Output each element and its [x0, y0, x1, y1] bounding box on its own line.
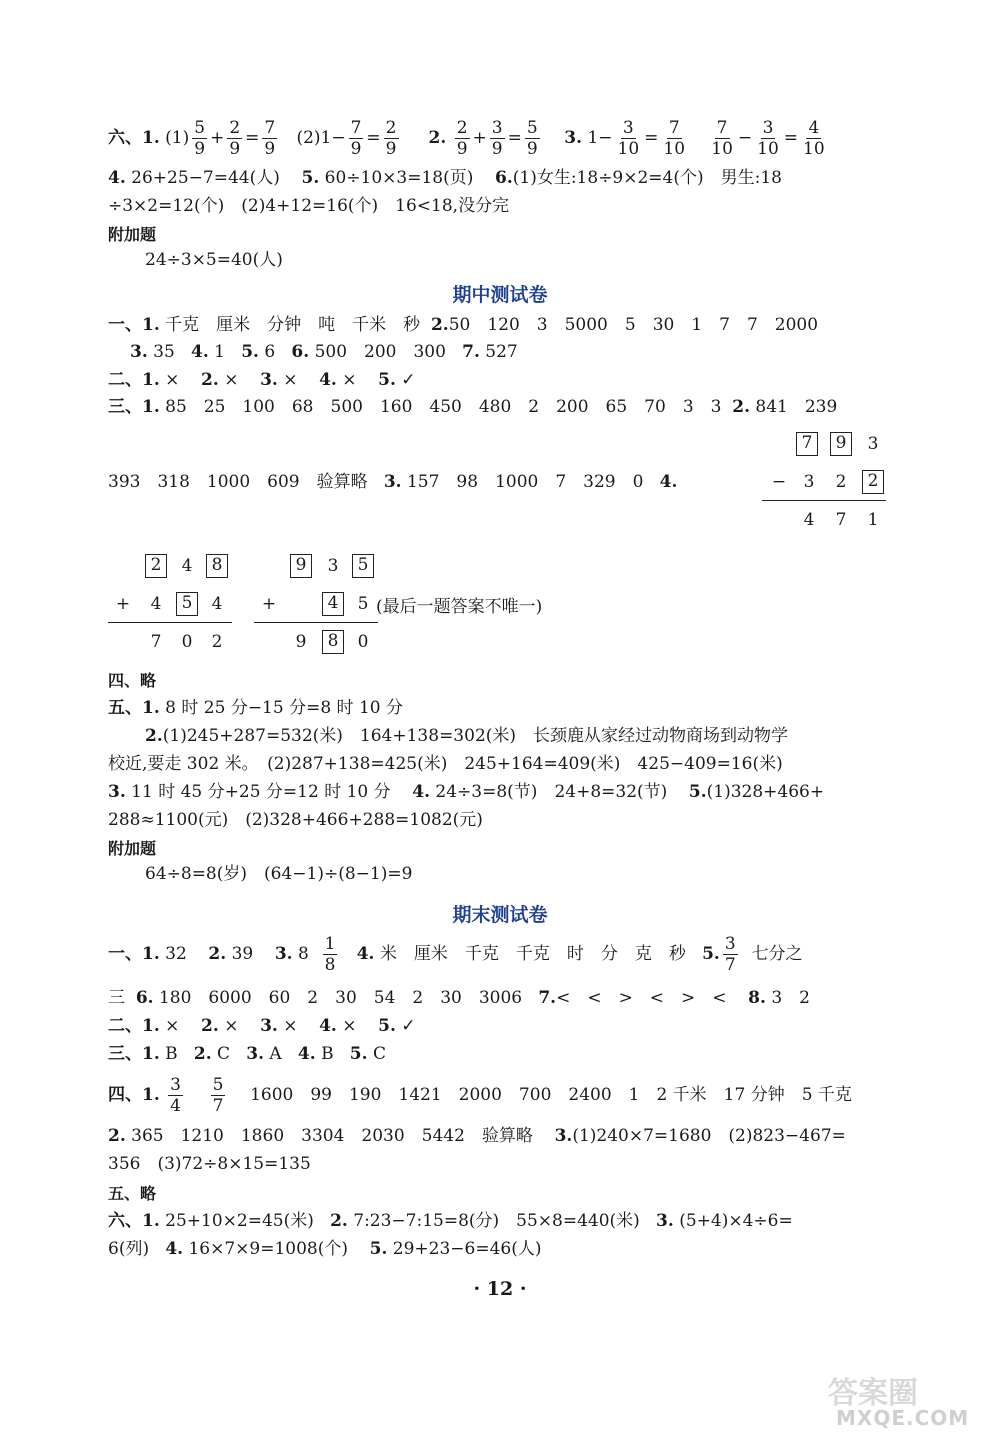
midterm-s4: 四、略	[108, 671, 157, 690]
note-not-unique: (最后一题答案不唯一)	[376, 597, 543, 617]
fraction: $\frac{3}{7}$	[724, 934, 736, 975]
fraction: $\frac{3}{4}$	[170, 1075, 181, 1116]
sum-rule	[762, 500, 886, 501]
fraction: $\frac{5}{7}$	[212, 1075, 224, 1116]
fraction: $\frac{7}{9}$	[350, 118, 362, 159]
midterm-s5-line2: 2.(1)245+287=532(米) 164+138=302(米) 长颈鹿从家经过动物商场到动物学	[145, 726, 789, 746]
final-line6: 2. 365 1210 1860 3304 2030 5442 验算略 3.(1)240×7=1680 (2)823−467=	[108, 1126, 846, 1146]
fraction: $\frac{3}{9}$	[491, 118, 503, 159]
fraction: $\frac{7}{10}$	[711, 118, 733, 159]
fraction: $\frac{2}{9}$	[456, 118, 468, 159]
extra-title-1: 附加题	[108, 225, 157, 244]
final-line2: 三 6. 180 6000 60 2 30 54 2 30 3006 7.< < > < > < 8. 3 2	[108, 988, 810, 1008]
fraction: $\frac{5}{9}$	[194, 118, 206, 159]
page-number: · 12 ·	[473, 1278, 527, 1300]
midterm-s5-line3: 校近,要走 302 米。 (2)287+138=425(米) 245+164=409(米) 425−409=16(米)	[108, 754, 783, 774]
watermark-text: 答案圈	[828, 1376, 918, 1411]
midterm-line2: 3. 35 4. 1 5. 6 6. 500 200 300 7. 527	[130, 342, 518, 362]
fraction: $\frac{4}{10}$	[803, 118, 825, 159]
midterm-heading: 期中测试卷	[452, 284, 548, 306]
final-s6-line2: 6(列) 4. 16×7×9=1008(个) 5. 29+23−6=46(人)	[108, 1239, 542, 1259]
fraction: $\frac{7}{9}$	[264, 118, 276, 159]
fraction: $\frac{5}{9}$	[526, 118, 538, 159]
midterm-line4: 三、1. 85 25 100 68 500 160 450 480 2 200 65 70 3 3 2. 841 239	[108, 397, 838, 417]
extra-answer-1: 24÷3×5=40(人)	[145, 250, 283, 270]
sum-rule	[108, 622, 232, 623]
final-line7: 356 (3)72÷8×15=135	[108, 1154, 311, 1174]
midterm-s5-line4: 3. 11 时 45 分+25 分=12 时 10 分 4. 24÷3=8(节) 24+8=32(节) 5.(1)328+466+	[108, 782, 825, 802]
watermark-url: MXQE.COM	[836, 1406, 970, 1430]
section6-line3: ÷3×2=12(个) (2)4+12=16(个) 16<18,没分完	[108, 196, 510, 216]
fraction: $\frac{3}{10}$	[757, 118, 779, 159]
fraction: $\frac{7}{10}$	[663, 118, 686, 159]
answer-page: 六、1. (1) $\frac{5}{9}$ + $\frac{2}{9}$ = $\frac{7}{9}$ (2)1− $\frac{7}{9}$ = $\frac{2}{9}$ 2. $\frac{2}{9}$ + $\frac{3}{9}$ = $\frac{5}{9}$ 3. 1− $\frac{3}{10}$ = $\frac{7}{10}$ $\frac{7}{10}$ − $\frac{3}{10}$ = $\frac{4}{10}$ 4. 26+25−7=44(人) 5. 60÷10×3=18(页) 6.(1)女生:18÷9×2=4(个) 男生:18 ÷3×2=12(个) (2)4+12=16(个) 16<18,没分完 附加题 24÷3×5=40(人) 期中测试卷 一、1. 千克 厘米 分钟 吨 千米 秒 2.50 120 3 5000 5 30 1 7 7 2000 3. 35 4. 1 5. 6 6. 500 200 300 7. 527 二、1. × 2. × 3. × 4. × 5. ✓ 三、1. 85 25 100 68 500 160 450 480 2 200 65 70 3 3 2. 841 239 393 318 1000 609 验算略 3. 157 98 1000 7 329 0 4. 7 9 3 − 3 2 2 4 7 1 2 4 8 + 4 5 4 7 0 2 9 3 5 + 4 5 9 8 0 (最后一题答案不唯一) 四、略 五、1. 8 时 25 分−15 分=8 时 10 分 2.(1)245+287=532(米) 164+138=302(米) 长颈鹿从家经过动物商场到动物学 校近,要走 302 米。 (2)287+138=425(米) 245+164=409(米) 425−409=16(米) 3. 11 时 45 分+25 分=12 时 10 分 4. 24÷3=8(节) 24+8=32(节) 5.(1)328+466+ 288≈1100(元) (2)328+466+288=1082(元) 附加题 64÷8=8(岁) (64−1)÷(8−1)=9 期末测试卷 一、1. 32 2. 39 3. 8 $\frac{1}{8}$ 4. 米 厘米 千克 千克 时 分 克 秒 5. $\frac{3}{7}$ 七分之 三 6. 180 6000 60 2 30 54 2 30 3006 7.< < > < > < 8. 3 2 二、1. × 2. × 3. × 4. × 5. ✓ 三、1. B 2. C 3. A 4. B 5. C 四、1. $\frac{3}{4}$ $\frac{5}{7}$ 1600 99 190 1421 2000 700 2400 1 2 千米 17 分钟 5 千克 2. 365 1210 1860 3304 2030 5442 验算略 3.(1)240×7=1680 (2)823−467= 356 (3)72÷8×15=135 五、略 六、1. 25+10×2=45(米) 2. 7:23−7:15=8(分) 55×8=440(米) 3. (5+4)×4÷6= 6(列) 4. 16×7×9=1008(个) 5. 29+23−6=46(人) · 12 · 答案圈 MXQE.COM	[0, 0, 1000, 1450]
final-line4: 三、1. B 2. C 3. A 4. B 5. C	[108, 1044, 386, 1064]
section6-line2: 4. 26+25−7=44(人) 5. 60÷10×3=18(页) 6.(1)女生:18÷9×2=4(个) 男生:18	[108, 168, 782, 188]
final-heading: 期末测试卷	[452, 904, 548, 926]
midterm-s5-line5: 288≈1100(元) (2)328+466+288=1082(元)	[108, 810, 483, 830]
fraction: $\frac{1}{8}$	[324, 934, 336, 975]
fraction: $\frac{2}{9}$	[385, 118, 397, 159]
final-line3: 二、1. × 2. × 3. × 4. × 5. ✓	[108, 1016, 416, 1036]
midterm-s5-line1: 五、1. 8 时 25 分−15 分=8 时 10 分	[108, 698, 403, 718]
extra-title-2: 附加题	[108, 839, 157, 858]
final-line5: 四、1. $\frac{3}{4}$ $\frac{5}{7}$ 1600 99 190 1421 2000 700 2400 1 2 千米 17 分钟 5 千克	[108, 1075, 852, 1116]
final-s5: 五、略	[108, 1184, 157, 1203]
midterm-line3: 二、1. × 2. × 3. × 4. × 5. ✓	[108, 370, 416, 390]
watermark-logo	[828, 1368, 978, 1438]
section6-line1: 六、1. (1) $\frac{5}{9}$ + $\frac{2}{9}$ = $\frac{7}{9}$ (2)1− $\frac{7}{9}$ = $\frac{2}{9}$ 2. $\frac{2}{9}$ + $\frac{3}{9}$ = $\frac{5}{9}$ 3. 1− $\frac{3}{10}$ = $\frac{7}{10}$ $\frac{7}{10}$ − $\frac{3}{10}$ = $\frac{4}{10}$	[108, 118, 825, 159]
final-line1: 一、1. 32 2. 39 3. 8 $\frac{1}{8}$ 4. 米 厘米 千克 千克 时 分 克 秒 5. $\frac{3}{7}$ 七分之	[108, 934, 803, 975]
fraction: $\frac{2}{9}$	[229, 118, 241, 159]
midterm-line5: 393 318 1000 609 验算略 3. 157 98 1000 7 329 0 4.	[108, 472, 678, 492]
extra-answer-2: 64÷8=8(岁) (64−1)÷(8−1)=9	[145, 864, 413, 884]
fraction: $\frac{3}{10}$	[617, 118, 640, 159]
final-s6-line1: 六、1. 25+10×2=45(米) 2. 7:23−7:15=8(分) 55×8=440(米) 3. (5+4)×4÷6=	[108, 1211, 793, 1231]
midterm-line1: 一、1. 千克 厘米 分钟 吨 千米 秒 2.50 120 3 5000 5 30 1 7 7 2000	[108, 315, 819, 335]
sum-rule	[254, 622, 378, 623]
